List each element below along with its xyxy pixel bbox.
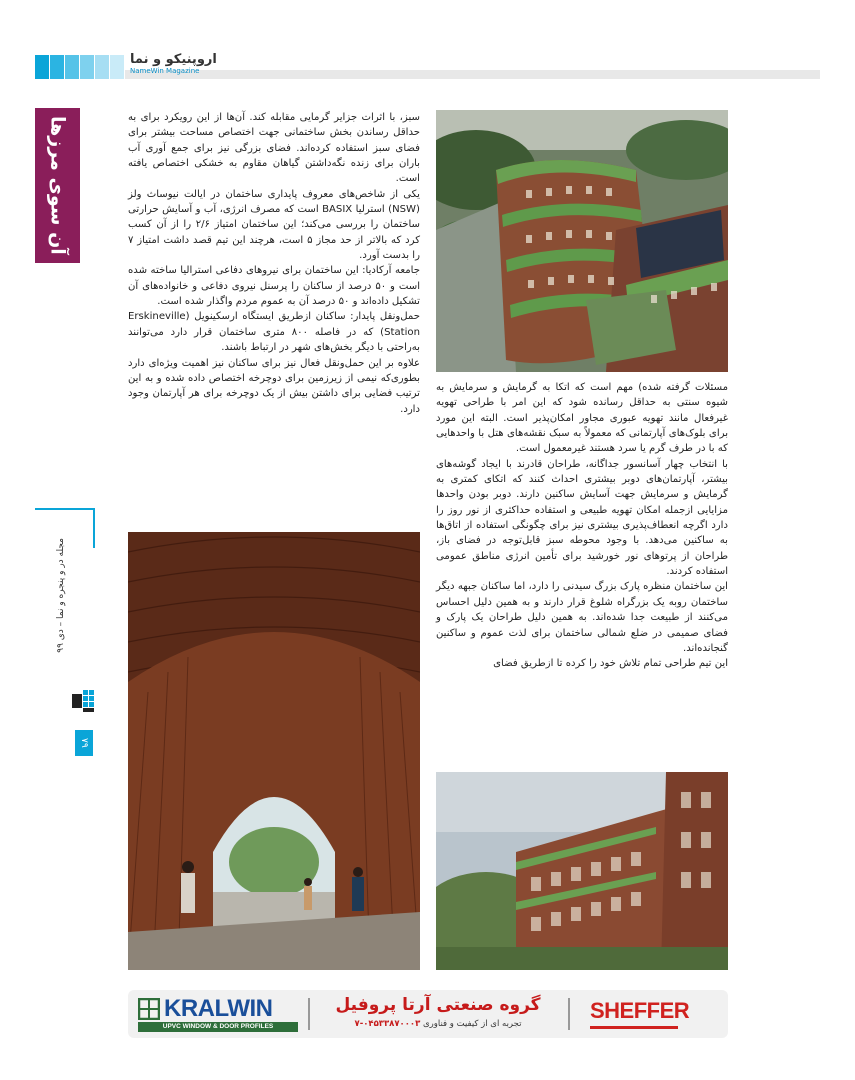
- sheffer-logo[interactable]: [590, 996, 690, 1032]
- article-paragraph: جامعه آرکادیا: این ساختمان برای نیروهای دفاعی استرالیا ساخته شده است و ۵۰ درصد از ساکنان را پرسنل نیروی دفاعی و خانواده‌های آن تشکیل داده‌اند و ۵۰ درصد آن به عموم مردم واگذار شده است.: [128, 265, 420, 308]
- page-number: ۷۹: [75, 730, 93, 756]
- kralwin-name: KRALWIN: [164, 995, 273, 1022]
- article-paragraph: حمل‌ونقل پایدار: ساکنان ازطریق ایستگاه ارسکینویل (Erskineville Station) که در فاصله ۸۰۰ متری ساختمان قرار دارد می‌توانند به‌راحتی با دیگر بخش‌های شهر در ارتباط باشند.: [128, 311, 420, 354]
- building-exterior-photo: [436, 772, 728, 970]
- article-column-right: [436, 380, 728, 672]
- issue-meta-text: مجله در و پنجره و نما – دی ۹۹: [56, 537, 66, 653]
- company-tagline-row: [323, 1018, 553, 1030]
- sheffer-name: SHEFFER: [590, 998, 690, 1023]
- company-phone: ۰۴۵۳۳۸۷۰۰۰۳-۷: [354, 1019, 421, 1029]
- magazine-logo[interactable]: [130, 52, 220, 82]
- header-color-stripes: [35, 55, 125, 79]
- article-column-left: [128, 110, 420, 417]
- article-paragraph: علاوه بر این حمل‌ونقل فعال نیز برای ساکنان نیز اهمیت ویژه‌ای دارد بطوری‌که نیمی از زیرزمین برای دوچرخه اختصاص داده شده و به این ترتیب فضایی برای داشتن بیش از یک دوچرخه برای هر آپارتمان وجود دارد.: [128, 357, 420, 415]
- brick-archway-photo: [128, 532, 420, 970]
- section-title: آن سوی مرزها: [46, 116, 69, 255]
- kralwin-logo[interactable]: [138, 996, 298, 1032]
- section-tab: [35, 108, 80, 263]
- ad-divider: [308, 998, 310, 1030]
- logo-subtitle: NameWin Magazine: [130, 67, 200, 75]
- company-tagline: تجربه ای از کیفیت و فناوری: [423, 1019, 522, 1029]
- header-rule: [125, 70, 820, 79]
- article-paragraph: مسئلات گرفته شده) مهم است که اتکا به گرمایش و سرمایش به شیوه سنتی به حداقل رسانده شود که این امر با طراحی تهویه غیرفعال مانند تهویه عبوری مجاور امکان‌پذیر است. البته این مورد برای بلوک‌های آپارتمانی که معمولاً به سبک نقشه‌های هتل با واحدهایی که با در طرف گرم یا سرد هستند غیرمعمول است.: [436, 382, 728, 455]
- company-block[interactable]: [323, 994, 553, 1030]
- side-accent-line: [35, 508, 95, 510]
- kralwin-tagline: UPVC WINDOW & DOOR PROFILES: [138, 1022, 298, 1032]
- article-paragraph: با انتخاب چهار آسانسور جداگانه، طراحان قادرند با ایجاد گوشه‌های بیشتر، آپارتمان‌های دوبر بیشتری احداث کنند که اتکای کمتری به گرمایش و سرمایش جهت آسایش ساکنین دارند. دوبر بودن واحدها مزایایی ازجمله امکان تهویه طبیعی و استفاده حداکثری از نور روز را دارد اگرچه انعطاف‌پذیری بیشتری نیز برای چگونگی استفاده از اتاق‌ها به ساکنین می‌دهد. با وجود محوطه سبز قابل‌توجه در فضای باز، طراحان از پرتوهای نور خورشید برای تأمین انرژی مناطق عمومی استفاده کردند.: [436, 458, 728, 578]
- issue-meta: [52, 520, 70, 670]
- company-name: گروه صنعتی آرتا پروفیل: [335, 995, 541, 1015]
- advertisement-banner[interactable]: [128, 990, 728, 1038]
- magazine-emblem-icon: [72, 688, 94, 714]
- aerial-building-photo: [436, 110, 728, 372]
- logo-title: اروپنیکو و نما: [130, 52, 217, 67]
- article-paragraph: یکی از شاخص‌های معروف پایداری ساختمان در ایالت نیوساث ولز (NSW) استرلیا BASIX است که مصرف انرژی، آب و آسایش حرارتی ساختمان را بررسی می‌کند؛ این ساختمان امتیاز ۲/۶ را از آن کسب کرد که بالاتر از حد مجاز ۵ است، هرچند این تیم قصد داشت امتیاز ۷ را بدست آورد.: [128, 188, 420, 262]
- article-paragraph: این ساختمان منظره پارک بزرگ سیدنی را دارد، اما ساکنان جبهه دیگر ساختمان روبه یک بزرگراه شلوغ قرار دارند و به همین دلیل احساس می‌کنند از طبیعت جدا شده‌اند. به همین دلیل طراحان یک پارک و فضای صمیمی در ضلع شمالی ساختمان برای لذت عموم و ساکنین گنجانده‌اند.: [436, 581, 728, 654]
- article-paragraph: سبز، با اثرات جزایر گرمایی مقابله کند. آن‌ها از این رویکرد برای به حداقل رساندن بخش ساختمانی جهت اختصاص مساحت بیشتر برای فضای سبز استفاده کرده‌اند. فضای بزرگی نیز برای جمع آوری آب باران برای زنده نگه‌داشتن گیاهان مقاوم به خشکی اختصاص یافته است.: [128, 112, 420, 185]
- window-frame-icon: [138, 998, 160, 1020]
- ad-divider: [568, 998, 570, 1030]
- sheffer-underline: [590, 1026, 678, 1029]
- side-accent-line-vertical: [93, 508, 95, 548]
- article-paragraph: این تیم طراحی تمام تلاش خود را کرده تا ازطریق فضای: [493, 658, 728, 670]
